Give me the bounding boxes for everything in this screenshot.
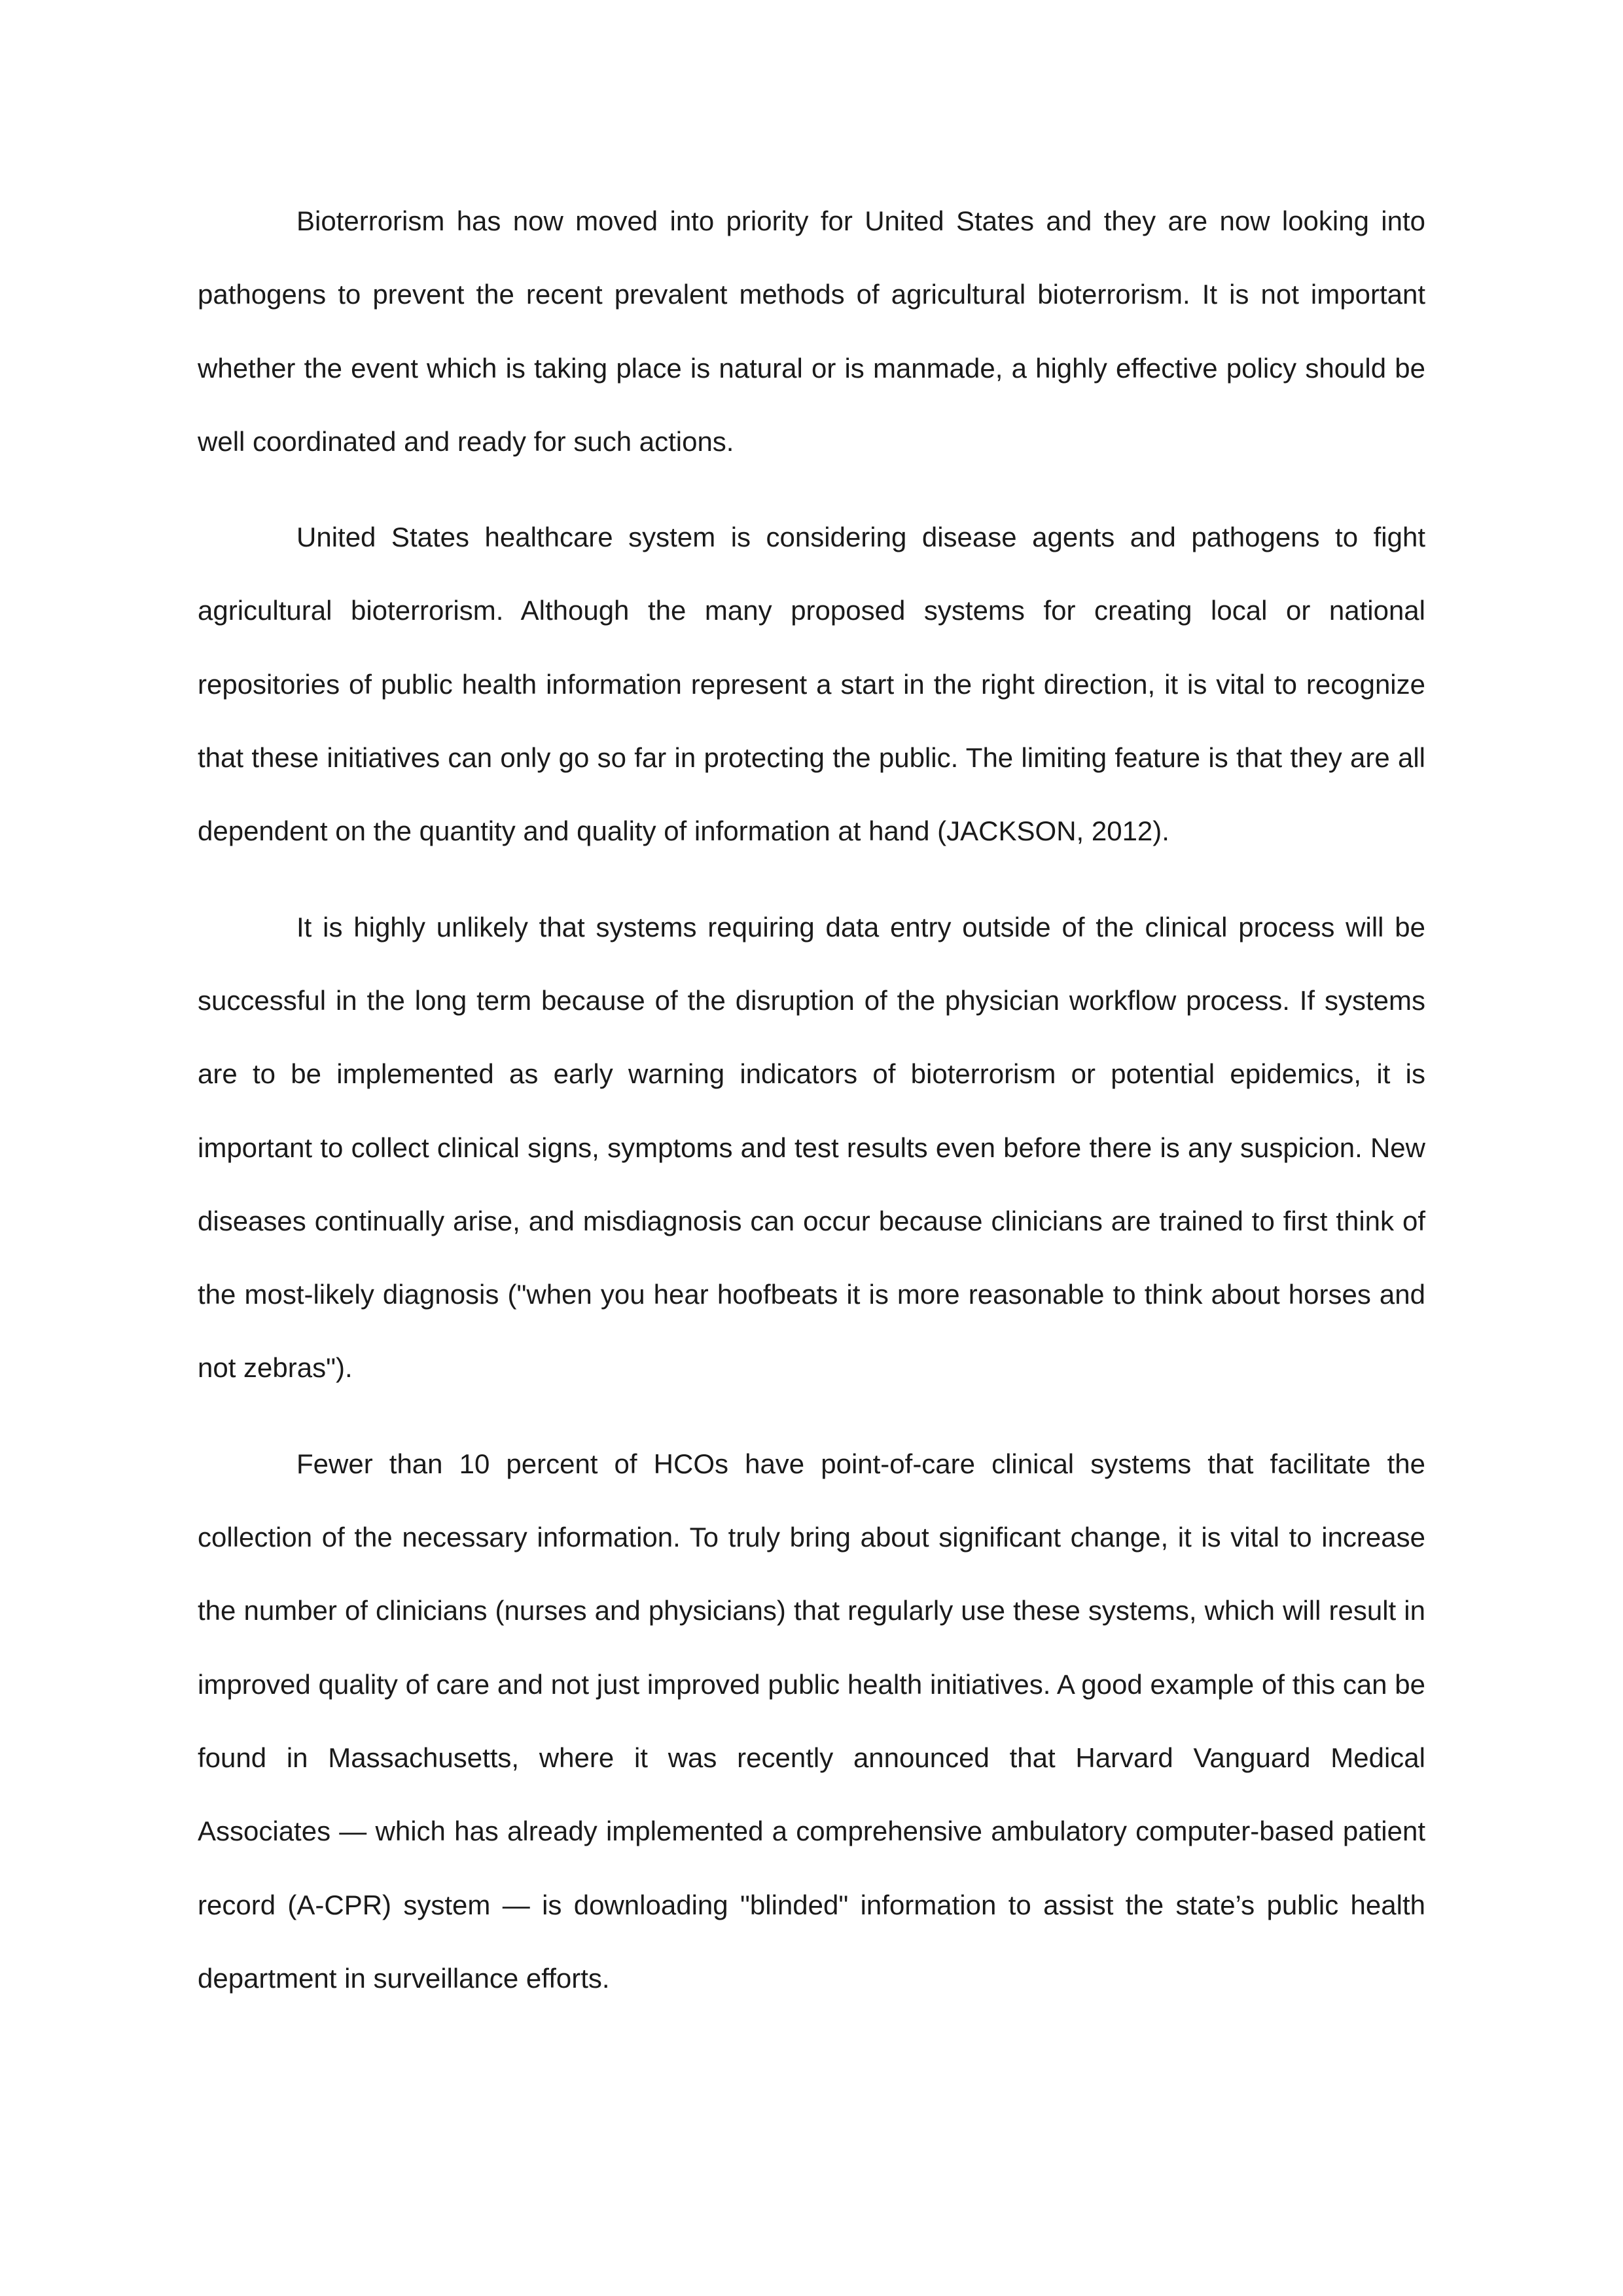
paragraph-data-entry-systems: It is highly unlikely that systems requiring data entry outside of the clinical process will be successful in the long term because of the disruption of the physician workflow process. If systems are to be implemented as early warning indicators of bioterrorism or potential epidemics, it is important to collect clinical signs, symptoms and test results even before there is any suspicion. New diseases continually arise, and misdiagnosis can occur because clinicians are trained to first think of the most-likely diagnosis ("when you hear hoofbeats it is more reasonable to think about horses and not zebras"). <box>198 911 1425 1384</box>
document-body <box>198 185 1425 2037</box>
paragraph-healthcare-system: United States healthcare system is considering disease agents and pathogens to fight agricultural bioterrorism. Although the many proposed systems for creating local or national repositories of public health information represent a start in the right direction, it is vital to recognize that these initiatives can only go so far in protecting the public. The limiting feature is that they are all dependent on the quantity and quality of information at hand (JACKSON, 2012). <box>198 522 1425 847</box>
paragraph-point-of-care-systems: Fewer than 10 percent of HCOs have point-of-care clinical systems that facilitate the collection of the necessary information. To truly bring about significant change, it is vital to increase the number of clinicians (nurses and physicians) that regularly use these systems, which will result in improved quality of care and not just improved public health initiatives. A good example of this can be found in Massachusetts, where it was recently announced that Harvard Vanguard Medical Associates — which has already implemented a comprehensive ambulatory computer-based patient record (A-CPR) system — is downloading "blinded" information to assist the state’s public health department in surveillance efforts. <box>198 1448 1425 1994</box>
paragraph-bioterrorism-priority: Bioterrorism has now moved into priority for United States and they are now looking into pathogens to prevent the recent prevalent methods of agricultural bioterrorism. It is not important whether the event which is taking place is natural or is manmade, a highly effective policy should be well coordinated and ready for such actions. <box>198 206 1425 457</box>
